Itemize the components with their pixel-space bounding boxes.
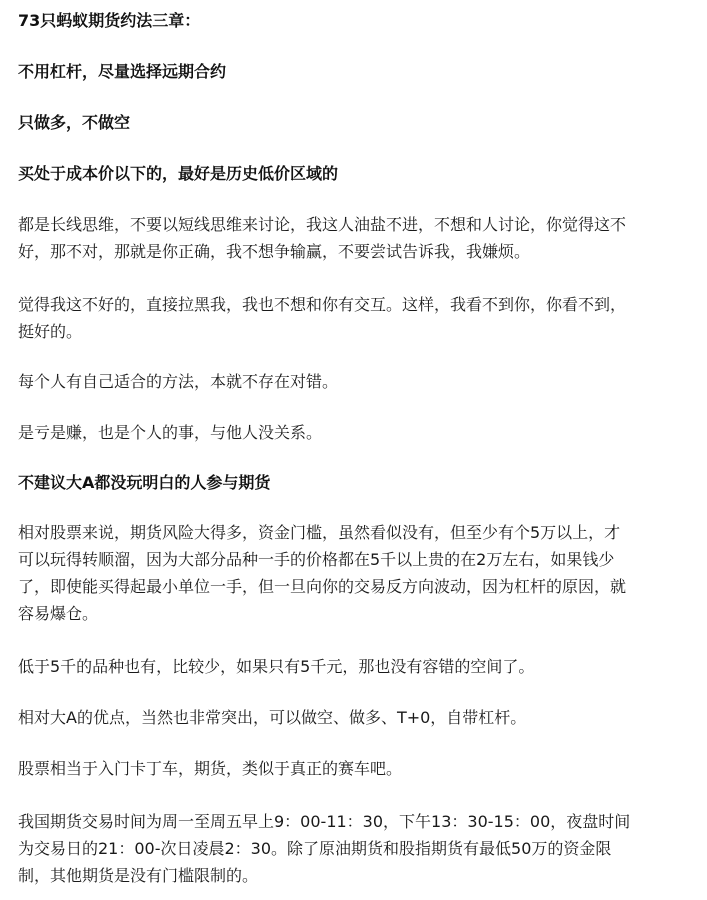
paragraph-line: 都是长线思维，不要以短线思维来讨论，我这人油盐不进，不想和人讨论，你觉得这不: [18, 215, 627, 234]
paragraph-6: 低于5千的品种也有，比较少，如果只有5千元，那也没有容错的空间了。: [18, 657, 535, 676]
paragraph-line: 相对股票来说，期货风险大得多，资金门槛，虽然看似没有，但至少有个5万以上，才: [18, 523, 621, 542]
paragraph-7: 相对大A的优点，当然也非常突出，可以做空、做多、T+0，自带杠杆。: [18, 708, 527, 727]
paragraph-line: 我国期货交易时间为周一至周五早上9：00-11：30，下午13：30-15：00，夜盘时间: [18, 812, 631, 831]
paragraph-line: 觉得我这不好的，直接拉黑我，我也不想和你有交互。这样，我看不到你，你看不到，: [18, 295, 627, 314]
paragraph-3: 每个人有自己适合的方法，本就不存在对错。: [18, 372, 339, 391]
rule-heading-3: 买处于成本价以下的，最好是历史低价区域的: [18, 164, 339, 183]
paragraph-2: [18, 291, 698, 345]
paragraph-9: [18, 808, 698, 889]
paragraph-line: 好，那不对，那就是你正确，我不想争输赢，不要尝试告诉我，我嫌烦。: [18, 242, 531, 261]
paragraph-1: [18, 211, 698, 265]
section-heading: 不建议大A都没玩明白的人参与期货: [18, 473, 271, 492]
article-title: 73只蚂蚁期货约法三章：: [18, 11, 201, 30]
paragraph-line: 可以玩得转顺溜，因为大部分品种一手的价格都在5千以上贵的在2万左右，如果钱少: [18, 550, 615, 569]
paragraph-5: [18, 519, 698, 627]
paragraph-line: 为交易日的21：00-次日凌晨2：30。除了原油期货和股指期货有最低50万的资金限: [18, 839, 612, 858]
rule-heading-2: 只做多，不做空: [18, 113, 131, 132]
paragraph-line: 容易爆仓。: [18, 604, 99, 623]
paragraph-line: 制，其他期货是没有门槛限制的。: [18, 866, 259, 885]
paragraph-line: 了，即使能买得起最小单位一手，但一旦向你的交易反方向波动，因为杠杆的原因，就: [18, 577, 627, 596]
rule-heading-1: 不用杠杆，尽量选择远期合约: [18, 62, 227, 81]
paragraph-8: 股票相当于入门卡丁车，期货，类似于真正的赛车吧。: [18, 759, 403, 778]
paragraph-line: 挺好的。: [18, 322, 83, 341]
paragraph-4: 是亏是赚，也是个人的事，与他人没关系。: [18, 423, 323, 442]
